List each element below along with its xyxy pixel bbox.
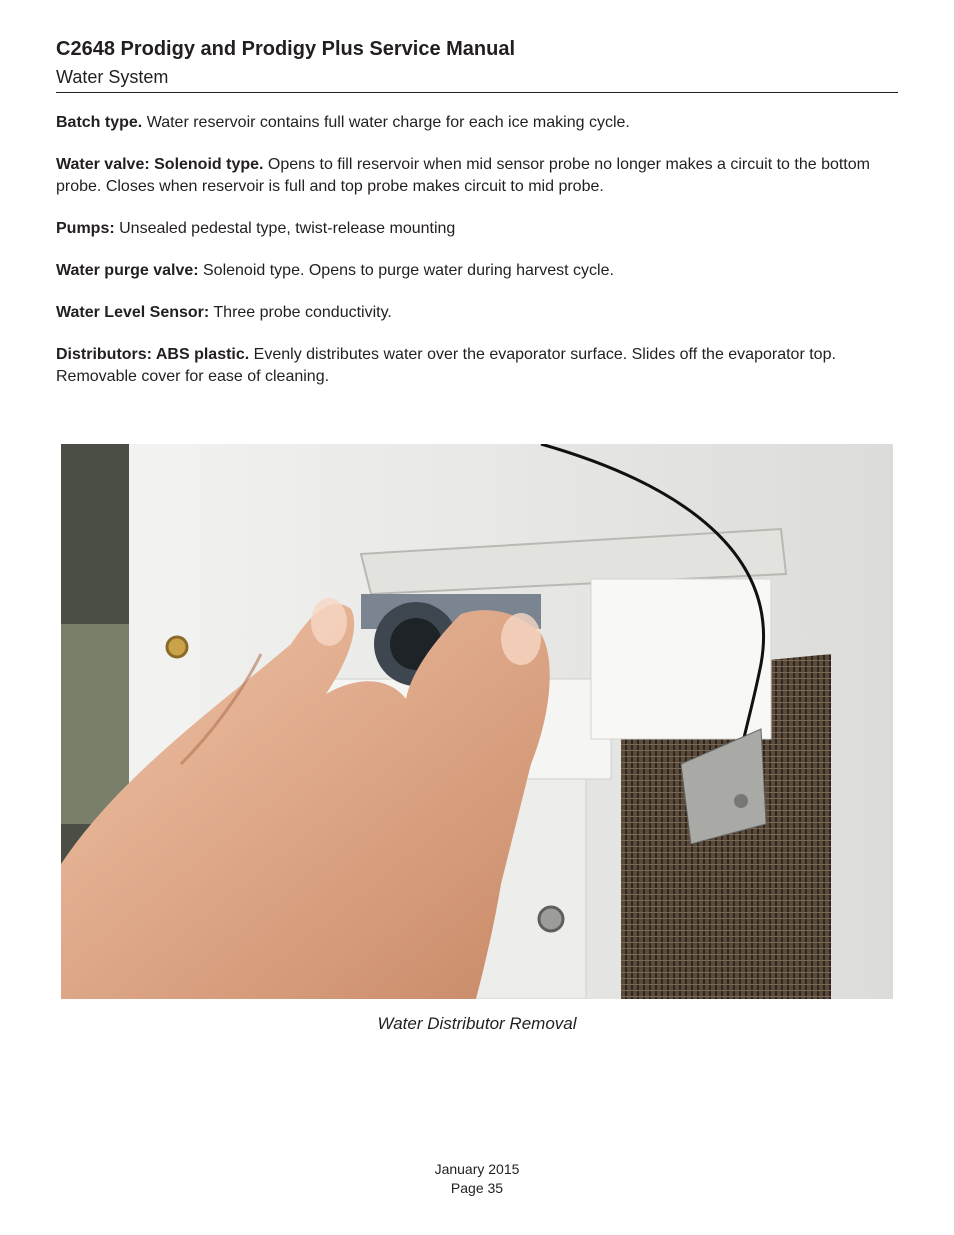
spec-label: Pumps: <box>56 220 115 237</box>
page-footer <box>0 1160 954 1198</box>
spec-text: Three probe conductivity. <box>209 304 392 321</box>
spec-distributors <box>56 344 898 388</box>
document-title: C2648 Prodigy and Prodigy Plus Service Manual <box>56 38 516 60</box>
footer-date: January 2015 <box>434 1161 520 1177</box>
spec-label: Water Level Sensor: <box>56 304 210 321</box>
spec-label: Water purge valve: <box>56 262 199 279</box>
page-header <box>56 36 898 93</box>
footer-page-number: Page 35 <box>450 1180 504 1196</box>
spec-label: Batch type. <box>56 114 143 131</box>
spec-text: Evenly distributes water over the evaporator surface. Slides off the evaporator top. Removable cover for ease of cleaning. <box>56 346 836 385</box>
spec-water-valve <box>56 154 898 198</box>
spec-batch-type <box>56 112 898 134</box>
spec-label: Water valve: Solenoid type. <box>56 156 264 173</box>
spec-text: Unsealed pedestal type, twist-release mounting <box>114 220 456 237</box>
spec-label: Distributors: ABS plastic. <box>56 346 250 363</box>
section-title: Water System <box>56 67 169 87</box>
water-distributor-photo <box>61 444 893 999</box>
figure-caption: Water Distributor Removal <box>377 1014 577 1033</box>
spec-water-purge-valve <box>56 260 898 282</box>
header-divider <box>56 92 898 93</box>
spec-pumps <box>56 218 898 240</box>
spec-text: Opens to fill reservoir when mid sensor probe no longer makes a circuit to the bottom probe. Closes when reservoir is full and top probe makes circuit to mid probe. <box>56 156 870 195</box>
spec-text: Water reservoir contains full water charge for each ice making cycle. <box>142 114 630 131</box>
spec-list <box>56 112 898 408</box>
spec-water-level-sensor <box>56 302 898 324</box>
spec-text: Solenoid type. Opens to purge water during harvest cycle. <box>198 262 614 279</box>
